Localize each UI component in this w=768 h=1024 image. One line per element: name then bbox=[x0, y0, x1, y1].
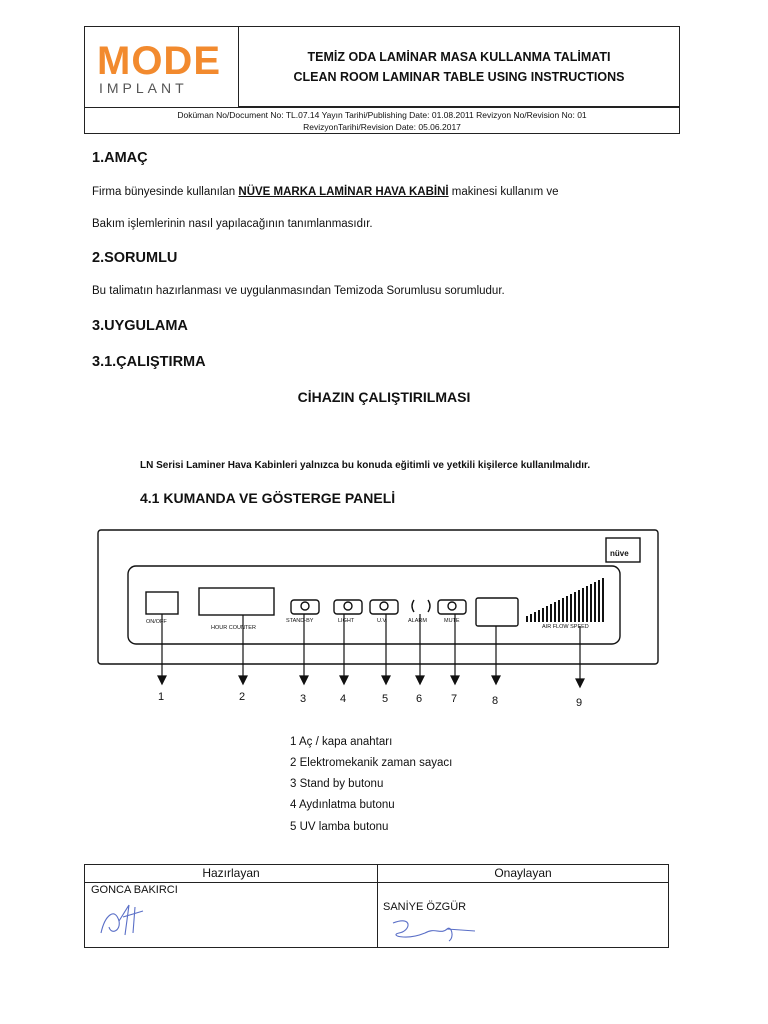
approved-header: Onaylayan bbox=[378, 865, 668, 883]
meta-line-2: RevizyonTarihi/Revision Date: 05.06.2017 bbox=[303, 122, 461, 132]
marker-8: 8 bbox=[492, 695, 499, 707]
approved-name: SANİYE ÖZGÜR bbox=[383, 901, 467, 913]
document-header bbox=[84, 26, 680, 134]
standby-symbol bbox=[301, 602, 309, 610]
legend-item: 1 Aç / kapa anahtarı bbox=[290, 736, 393, 748]
document-title bbox=[239, 27, 679, 107]
label-standby: STAND-BY bbox=[286, 618, 314, 624]
marker-3: 3 bbox=[300, 693, 307, 705]
label-alarm: ALARM bbox=[408, 618, 427, 624]
onoff-switch bbox=[146, 592, 178, 614]
control-panel-diagram bbox=[96, 528, 662, 718]
amac-paragraph-line2: Bakım işlemlerinin nasıl yapılacağının tanımlanmasıdır. bbox=[92, 218, 373, 230]
prepared-name: GONCA BAKIRCI bbox=[91, 884, 178, 896]
heading-sorumlu: 2.SORUMLU bbox=[92, 250, 178, 266]
alarm-symbol bbox=[412, 600, 430, 612]
label-mute: MUTE bbox=[444, 618, 460, 624]
marker-6: 6 bbox=[416, 693, 423, 705]
company-logo bbox=[85, 27, 239, 107]
legend-item: 5 UV lamba butonu bbox=[290, 821, 389, 833]
label-airflow: AIR FLOW SPEED bbox=[542, 624, 589, 630]
heading-uygulama: 3.UYGULAMA bbox=[92, 318, 188, 334]
amac-text-post: makinesi kullanım ve bbox=[448, 186, 559, 198]
meta-line-1: Doküman No/Document No: TL.07.14 Yayın Tarihi/Publishing Date: 01.08.2011 Revizyon No/Revision No: 01 bbox=[177, 110, 587, 120]
title-english: CLEAN ROOM LAMINAR TABLE USING INSTRUCTIONS bbox=[293, 70, 625, 84]
marker-9: 9 bbox=[576, 697, 583, 709]
legend-item: 3 Stand by butonu bbox=[290, 778, 384, 790]
title-turkish: TEMİZ ODA LAMİNAR MASA KULLANMA TALİMATI bbox=[307, 50, 611, 64]
heading-amac: 1.AMAÇ bbox=[92, 150, 148, 166]
heading-calistirma: 3.1.ÇALIŞTIRMA bbox=[92, 354, 206, 370]
heading-cihaz: CİHAZIN ÇALIŞTIRILMASI bbox=[297, 389, 471, 405]
mute-symbol bbox=[448, 602, 456, 610]
light-symbol bbox=[344, 602, 352, 610]
marker-2: 2 bbox=[239, 691, 246, 703]
legend-item: 2 Elektromekanik zaman sayacı bbox=[290, 757, 453, 769]
prepared-signature bbox=[95, 899, 165, 941]
marker-1: 1 bbox=[158, 691, 165, 703]
label-light: LIGHT bbox=[338, 618, 355, 624]
legend-item: 4 Aydınlatma butonu bbox=[290, 799, 395, 811]
label-onoff: ON/OFF bbox=[146, 619, 167, 625]
prepared-header: Hazırlayan bbox=[85, 865, 377, 883]
amac-text-emphasis: NÜVE MARKA LAMİNAR HAVA KABİNİ bbox=[238, 186, 449, 198]
marker-7: 7 bbox=[451, 693, 458, 705]
marker-5: 5 bbox=[382, 693, 389, 705]
label-uv: U.V. bbox=[377, 618, 388, 624]
logo-mode-text: MODE bbox=[97, 39, 221, 83]
ln-note: LN Serisi Laminer Hava Kabinleri yalnızca bu konuda eğitimli ve yetkili kişilerce kullanılmalıdır. bbox=[140, 460, 591, 471]
display-8 bbox=[476, 598, 518, 626]
logo-implant-text: IMPLANT bbox=[99, 80, 188, 96]
panel-inner-frame bbox=[128, 566, 620, 644]
approved-signature bbox=[385, 913, 485, 947]
document-meta bbox=[85, 107, 679, 133]
column-divider bbox=[377, 865, 378, 947]
nuve-brand: nüve bbox=[610, 549, 629, 558]
label-hour-counter: HOUR COUNTER bbox=[211, 625, 256, 631]
uv-symbol bbox=[380, 602, 388, 610]
airflow-bargraph bbox=[526, 578, 604, 622]
signature-table bbox=[84, 864, 669, 948]
amac-text-pre: Firma bünyesinde kullanılan bbox=[92, 186, 239, 198]
heading-panel: 4.1 KUMANDA VE GÖSTERGE PANELİ bbox=[140, 490, 396, 506]
hour-counter-display bbox=[199, 588, 274, 615]
amac-paragraph-line1 bbox=[92, 186, 559, 198]
marker-4: 4 bbox=[340, 693, 347, 705]
sorumlu-paragraph: Bu talimatın hazırlanması ve uygulanmasından Temizoda Sorumlusu sorumludur. bbox=[92, 285, 505, 297]
